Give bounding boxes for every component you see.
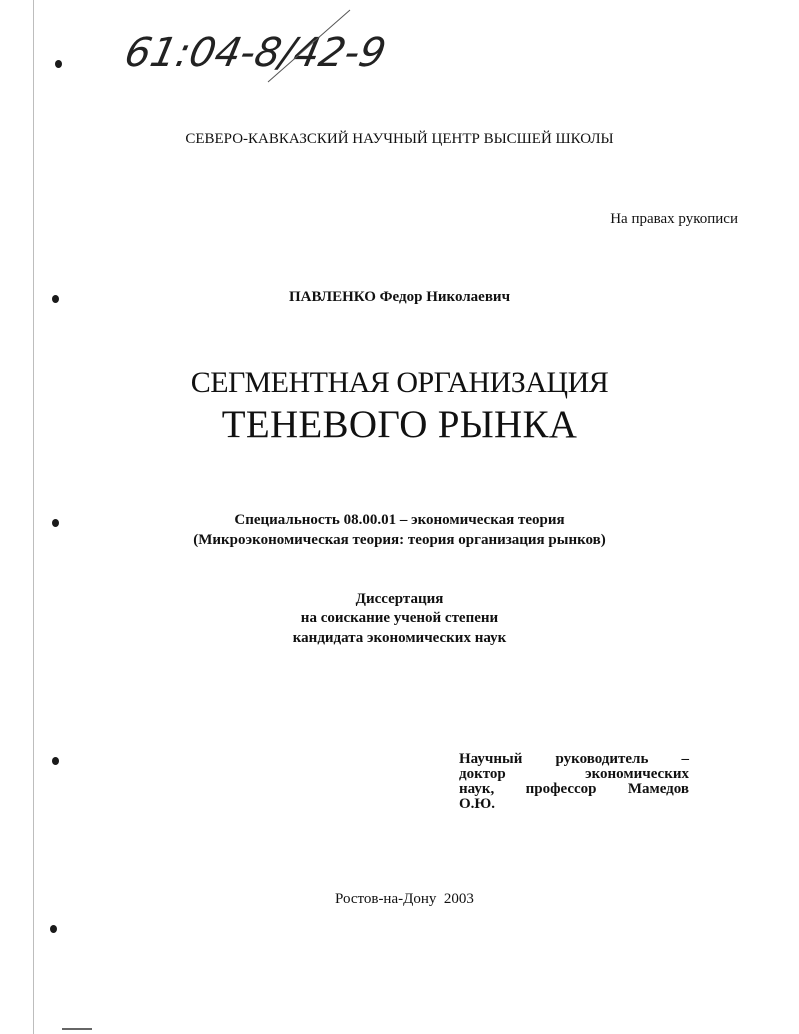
specialty-line-2: (Микроэкономическая теория: теория организация рынков) bbox=[193, 532, 606, 548]
supervisor-line bbox=[459, 752, 689, 767]
author-name: ПАВЛЕНКО Федор Николаевич bbox=[288, 289, 511, 305]
supervisor-line bbox=[459, 782, 689, 797]
archive-number-text: 61:04-8/42-9 bbox=[120, 28, 391, 76]
supervisor-initials: О.Ю. bbox=[459, 796, 496, 812]
supervisor-block bbox=[459, 752, 689, 812]
dissertation-field-line: кандидата экономических наук bbox=[292, 630, 507, 646]
dissertation-label: Диссертация bbox=[355, 591, 444, 607]
city-name: Ростов-на-Дону bbox=[335, 891, 437, 907]
title-line-1: СЕГМЕНТНАЯ ОРГАНИЗАЦИЯ bbox=[190, 366, 609, 399]
supervisor-line bbox=[459, 767, 689, 782]
supervisor-word: руководитель bbox=[555, 751, 649, 767]
supervisor-word: профессор bbox=[525, 781, 597, 797]
supervisor-word: Научный bbox=[459, 751, 523, 767]
supervisor-dash: – bbox=[681, 751, 689, 767]
supervisor-word: доктор bbox=[459, 766, 506, 782]
year: 2003 bbox=[443, 891, 474, 907]
punch-hole-mark bbox=[52, 757, 59, 765]
supervisor-word: Мамедов bbox=[627, 781, 689, 797]
handwritten-archive-number bbox=[118, 4, 448, 84]
supervisor-word: экономических bbox=[585, 766, 689, 782]
punch-hole-mark bbox=[50, 925, 57, 933]
scan-edge-mark bbox=[62, 1028, 92, 1030]
supervisor-word: наук, bbox=[459, 781, 495, 797]
specialty-line-1: Специальность 08.00.01 – экономическая теория bbox=[234, 512, 565, 528]
city-year-line bbox=[335, 891, 474, 908]
punch-hole-mark bbox=[55, 60, 62, 68]
institution-name: СЕВЕРО-КАВКАЗСКИЙ НАУЧНЫЙ ЦЕНТР ВЫСШЕЙ ШКОЛЫ bbox=[185, 131, 614, 147]
dissertation-degree-line: на соискание ученой степени bbox=[300, 610, 499, 626]
rights-note: На правах рукописи bbox=[610, 211, 738, 227]
title-line-2: ТЕНЕВОГО РЫНКА bbox=[221, 403, 578, 446]
